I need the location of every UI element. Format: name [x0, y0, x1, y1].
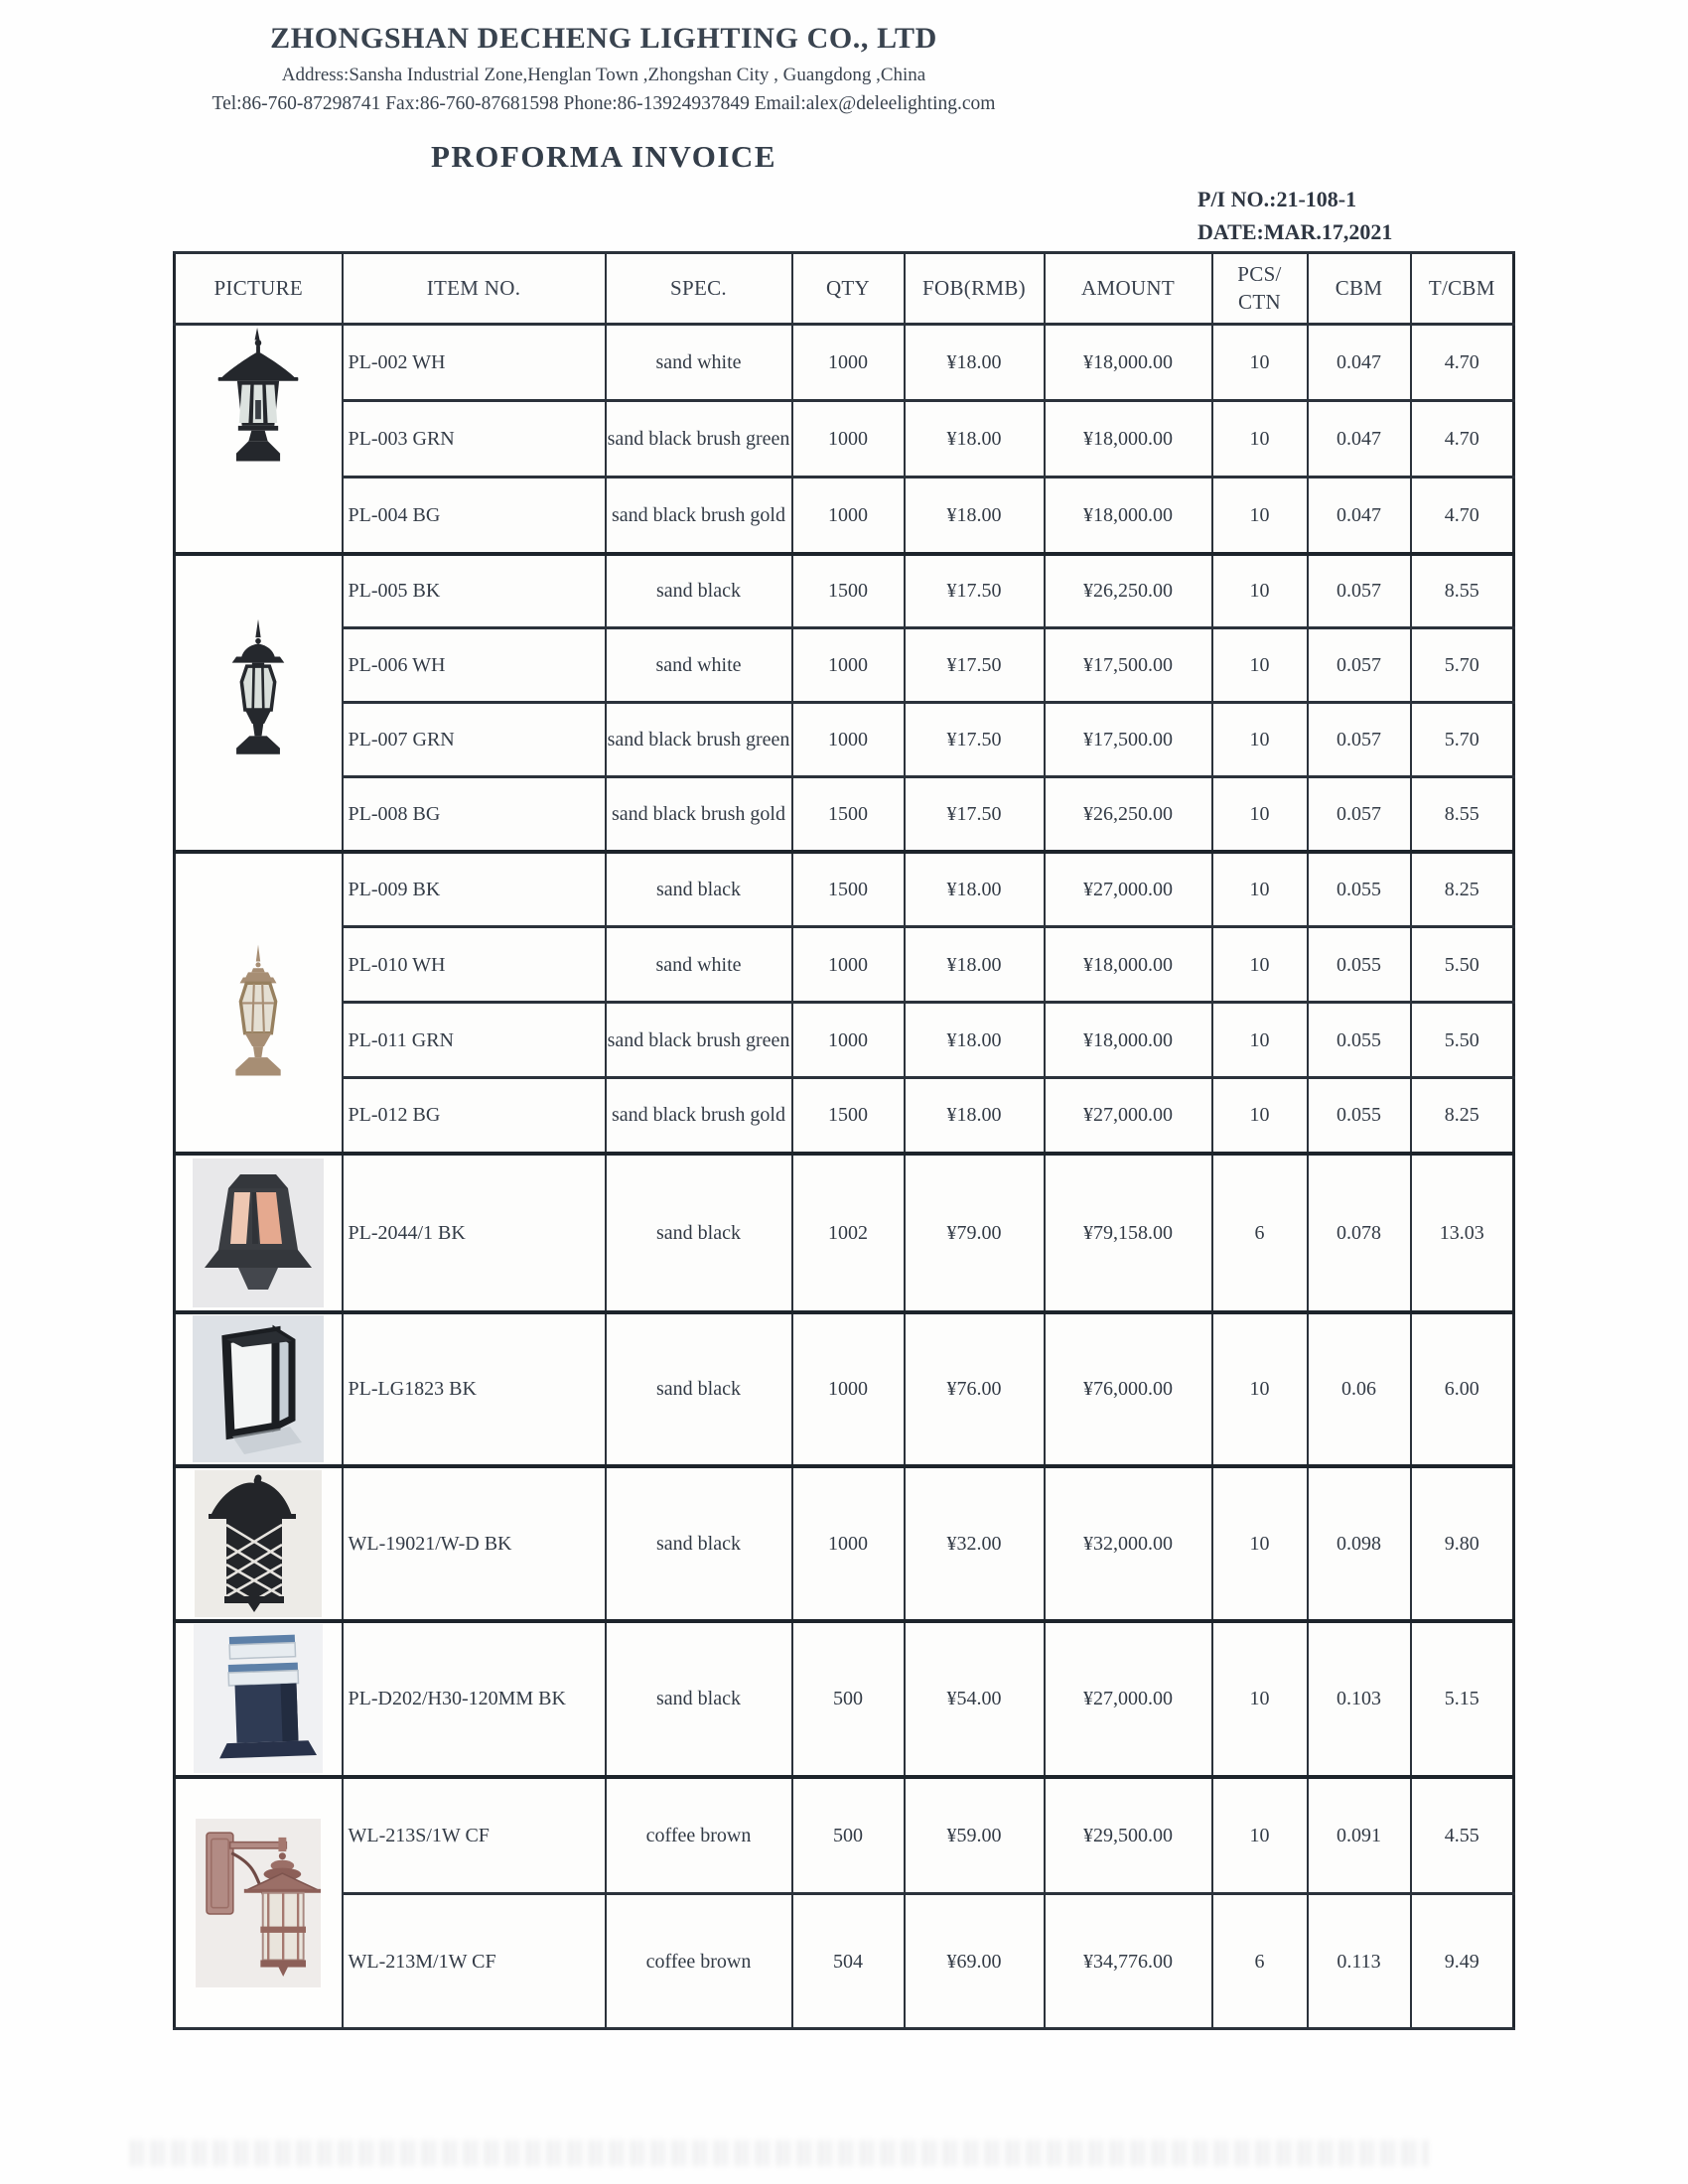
amount-cell: ¥27,000.00: [1045, 1078, 1212, 1154]
fob-cell: ¥18.00: [905, 1078, 1045, 1154]
table-row: [175, 1312, 1514, 1466]
invoice-table: [173, 251, 1515, 2030]
fob-cell: ¥18.00: [905, 927, 1045, 1003]
company-name: ZHONGSHAN DECHENG LIGHTING CO., LTD: [270, 22, 937, 55]
cbm-cell: 0.103: [1308, 1621, 1411, 1777]
t-cbm-cell: 5.70: [1411, 703, 1514, 777]
fob-cell: ¥54.00: [905, 1621, 1045, 1777]
item-no-cell: PL-006 WH: [343, 628, 606, 703]
pcs-ctn-cell: 10: [1212, 1078, 1308, 1154]
product-image-cell: [175, 1621, 343, 1777]
pcs-ctn-cell: 10: [1212, 777, 1308, 852]
pi-date: DATE:MAR.17,2021: [1197, 219, 1393, 244]
table-row: [175, 401, 1514, 478]
cbm-cell: 0.047: [1308, 401, 1411, 478]
qty-cell: 1000: [792, 401, 905, 478]
product-image-cell: [175, 1154, 343, 1312]
cbm-cell: 0.057: [1308, 554, 1411, 628]
t-cbm-cell: 8.25: [1411, 1078, 1514, 1154]
pcs-line1: PCS/: [1237, 262, 1282, 287]
product-image-cell: [175, 554, 343, 852]
t-cbm-cell: 4.70: [1411, 478, 1514, 554]
col-header-cbm: CBM: [1308, 253, 1411, 325]
amount-cell: ¥17,500.00: [1045, 628, 1212, 703]
cbm-cell: 0.055: [1308, 1003, 1411, 1078]
qty-cell: 1000: [792, 325, 905, 401]
t-cbm-cell: 5.70: [1411, 628, 1514, 703]
pcs-line2: CTN: [1238, 289, 1281, 314]
amount-cell: ¥32,000.00: [1045, 1466, 1212, 1621]
table-row: [175, 1003, 1514, 1078]
spec-cell: sand white: [606, 325, 792, 401]
pcs-ctn-cell: 10: [1212, 554, 1308, 628]
table-row: [175, 1466, 1514, 1621]
company-contact: Tel:86-760-87298741 Fax:86-760-87681598 Phone:86-13924937849 Email:alex@deleelighting.com: [211, 93, 996, 114]
t-cbm-cell: 13.03: [1411, 1154, 1514, 1312]
qty-cell: 1500: [792, 554, 905, 628]
qty-cell: 1000: [792, 1466, 905, 1621]
item-no-cell: PL-005 BK: [343, 554, 606, 628]
t-cbm-cell: 8.55: [1411, 554, 1514, 628]
table-row: [175, 1777, 1514, 1894]
fob-cell: ¥79.00: [905, 1154, 1045, 1312]
cbm-cell: 0.057: [1308, 703, 1411, 777]
fob-cell: ¥18.00: [905, 401, 1045, 478]
amount-cell: ¥26,250.00: [1045, 777, 1212, 852]
table-row: [175, 1621, 1514, 1777]
document-title: PROFORMA INVOICE: [430, 139, 777, 174]
table-row: [175, 927, 1514, 1003]
table-row: [175, 1078, 1514, 1154]
item-no-cell: PL-003 GRN: [343, 401, 606, 478]
amount-cell: ¥26,250.00: [1045, 554, 1212, 628]
t-cbm-cell: 4.70: [1411, 325, 1514, 401]
fob-cell: ¥18.00: [905, 1003, 1045, 1078]
col-header-spec: SPEC.: [606, 253, 792, 325]
item-no-cell: PL-2044/1 BK: [343, 1154, 606, 1312]
table-row: [175, 478, 1514, 554]
table-row: [175, 703, 1514, 777]
fob-cell: ¥17.50: [905, 703, 1045, 777]
pcs-ctn-cell: 6: [1212, 1154, 1308, 1312]
qty-cell: 1000: [792, 1003, 905, 1078]
product-image-cell: [175, 1466, 343, 1621]
product-photo-pillar-lamp-black: [214, 617, 302, 788]
item-no-cell: WL-213S/1W CF: [343, 1777, 606, 1894]
qty-cell: 1000: [792, 703, 905, 777]
pcs-ctn-cell: 10: [1212, 628, 1308, 703]
cbm-cell: 0.055: [1308, 927, 1411, 1003]
spec-cell: sand black: [606, 1154, 792, 1312]
item-no-cell: PL-007 GRN: [343, 703, 606, 777]
fob-cell: ¥18.00: [905, 478, 1045, 554]
pcs-ctn-cell: 6: [1212, 1894, 1308, 2029]
spec-cell: coffee brown: [606, 1894, 792, 2029]
item-no-cell: WL-19021/W-D BK: [343, 1466, 606, 1621]
pcs-ctn-cell: 10: [1212, 1312, 1308, 1466]
product-photo-bollard-glowing: [193, 1159, 324, 1307]
col-header-t-cbm: T/CBM: [1411, 253, 1514, 325]
qty-cell: 1500: [792, 852, 905, 927]
t-cbm-cell: 9.80: [1411, 1466, 1514, 1621]
fob-cell: ¥18.00: [905, 325, 1045, 401]
spec-cell: sand black: [606, 1621, 792, 1777]
product-photo-pillar-lamp-brass: [216, 938, 300, 1115]
invoice-meta: [1197, 183, 1392, 248]
pcs-ctn-cell: 10: [1212, 478, 1308, 554]
cbm-cell: 0.113: [1308, 1894, 1411, 2029]
table-row: [175, 852, 1514, 927]
qty-cell: 1000: [792, 1312, 905, 1466]
item-no-cell: PL-D202/H30-120MM BK: [343, 1621, 606, 1777]
spec-cell: sand black brush green: [606, 401, 792, 478]
product-photo-wall-sconce-coffee: [196, 1819, 321, 1987]
qty-cell: 1000: [792, 927, 905, 1003]
spec-cell: sand black brush green: [606, 703, 792, 777]
amount-cell: ¥18,000.00: [1045, 927, 1212, 1003]
item-no-cell: PL-009 BK: [343, 852, 606, 927]
product-photo-post-lantern-black: [211, 326, 306, 475]
spec-cell: sand white: [606, 628, 792, 703]
product-photo-wall-lantern-lattice: [195, 1470, 322, 1617]
scan-artifact: [131, 2140, 1428, 2166]
t-cbm-cell: 5.15: [1411, 1621, 1514, 1777]
fob-cell: ¥17.50: [905, 554, 1045, 628]
qty-cell: 1000: [792, 478, 905, 554]
t-cbm-cell: 8.25: [1411, 852, 1514, 927]
amount-cell: ¥18,000.00: [1045, 325, 1212, 401]
qty-cell: 1500: [792, 1078, 905, 1154]
product-image-cell: [175, 1777, 343, 2029]
table-row: [175, 628, 1514, 703]
qty-cell: 1000: [792, 628, 905, 703]
product-image-cell: [175, 1312, 343, 1466]
fob-cell: ¥17.50: [905, 628, 1045, 703]
cbm-cell: 0.047: [1308, 478, 1411, 554]
table-row: [175, 1154, 1514, 1312]
qty-cell: 504: [792, 1894, 905, 2029]
item-no-cell: PL-002 WH: [343, 325, 606, 401]
amount-cell: ¥27,000.00: [1045, 852, 1212, 927]
pcs-ctn-cell: 10: [1212, 1621, 1308, 1777]
table-row: [175, 777, 1514, 852]
table-header-row: [175, 253, 1514, 325]
spec-cell: sand black: [606, 1466, 792, 1621]
table-row: [175, 554, 1514, 628]
qty-cell: 1500: [792, 777, 905, 852]
pcs-ctn-cell: 10: [1212, 1466, 1308, 1621]
cbm-cell: 0.047: [1308, 325, 1411, 401]
spec-cell: coffee brown: [606, 1777, 792, 1894]
cbm-cell: 0.055: [1308, 1078, 1411, 1154]
qty-cell: 500: [792, 1621, 905, 1777]
amount-cell: ¥18,000.00: [1045, 478, 1212, 554]
t-cbm-cell: 6.00: [1411, 1312, 1514, 1466]
spec-cell: sand black brush gold: [606, 478, 792, 554]
amount-cell: ¥27,000.00: [1045, 1621, 1212, 1777]
fob-cell: ¥17.50: [905, 777, 1045, 852]
t-cbm-cell: 5.50: [1411, 1003, 1514, 1078]
t-cbm-cell: 9.49: [1411, 1894, 1514, 2029]
item-no-cell: PL-008 BG: [343, 777, 606, 852]
fob-cell: ¥32.00: [905, 1466, 1045, 1621]
spec-cell: sand black brush green: [606, 1003, 792, 1078]
qty-cell: 500: [792, 1777, 905, 1894]
cbm-cell: 0.057: [1308, 628, 1411, 703]
t-cbm-cell: 8.55: [1411, 777, 1514, 852]
cbm-cell: 0.055: [1308, 852, 1411, 927]
pcs-ctn-cell: 10: [1212, 401, 1308, 478]
amount-cell: ¥18,000.00: [1045, 401, 1212, 478]
cbm-cell: 0.078: [1308, 1154, 1411, 1312]
fob-cell: ¥69.00: [905, 1894, 1045, 2029]
amount-cell: ¥18,000.00: [1045, 1003, 1212, 1078]
item-no-cell: WL-213M/1W CF: [343, 1894, 606, 2029]
cbm-cell: 0.057: [1308, 777, 1411, 852]
cbm-cell: 0.098: [1308, 1466, 1411, 1621]
amount-cell: ¥29,500.00: [1045, 1777, 1212, 1894]
amount-cell: ¥17,500.00: [1045, 703, 1212, 777]
table-row: [175, 325, 1514, 401]
item-no-cell: PL-LG1823 BK: [343, 1312, 606, 1466]
spec-cell: sand black: [606, 554, 792, 628]
fob-cell: ¥76.00: [905, 1312, 1045, 1466]
spec-cell: sand black brush gold: [606, 1078, 792, 1154]
qty-cell: 1002: [792, 1154, 905, 1312]
t-cbm-cell: 4.55: [1411, 1777, 1514, 1894]
spec-cell: sand white: [606, 927, 792, 1003]
pcs-ctn-cell: 10: [1212, 1003, 1308, 1078]
item-no-cell: PL-012 BG: [343, 1078, 606, 1154]
spec-cell: sand black: [606, 852, 792, 927]
pcs-ctn-cell: 10: [1212, 852, 1308, 927]
pcs-ctn-cell: 10: [1212, 1777, 1308, 1894]
company-address: Address:Sansha Industrial Zone,Henglan Town ,Zhongshan City , Guangdong ,China: [281, 65, 926, 85]
t-cbm-cell: 4.70: [1411, 401, 1514, 478]
amount-cell: ¥34,776.00: [1045, 1894, 1212, 2029]
col-header-fob: FOB(RMB): [905, 253, 1045, 325]
fob-cell: ¥18.00: [905, 852, 1045, 927]
fob-cell: ¥59.00: [905, 1777, 1045, 1894]
amount-cell: ¥76,000.00: [1045, 1312, 1212, 1466]
spec-cell: sand black brush gold: [606, 777, 792, 852]
item-no-cell: PL-011 GRN: [343, 1003, 606, 1078]
company-header: [0, 22, 1207, 115]
item-no-cell: PL-004 BG: [343, 478, 606, 554]
pcs-ctn-cell: 10: [1212, 325, 1308, 401]
col-header-pcs-ctn: [1212, 253, 1308, 325]
product-photo-box-lantern: [193, 1315, 324, 1462]
product-image-cell: [175, 325, 343, 554]
pcs-ctn-cell: 10: [1212, 703, 1308, 777]
cbm-cell: 0.091: [1308, 1777, 1411, 1894]
product-photo-bollard-navy: [194, 1624, 323, 1773]
pi-number: P/I NO.:21-108-1: [1197, 187, 1357, 211]
cbm-cell: 0.06: [1308, 1312, 1411, 1466]
pcs-ctn-cell: 10: [1212, 927, 1308, 1003]
product-image-cell: [175, 852, 343, 1154]
table-row: [175, 1894, 1514, 2029]
t-cbm-cell: 5.50: [1411, 927, 1514, 1003]
col-header-item-no: ITEM NO.: [343, 253, 606, 325]
col-header-qty: QTY: [792, 253, 905, 325]
amount-cell: ¥79,158.00: [1045, 1154, 1212, 1312]
col-header-picture: PICTURE: [175, 253, 343, 325]
spec-cell: sand black: [606, 1312, 792, 1466]
item-no-cell: PL-010 WH: [343, 927, 606, 1003]
col-header-amount: AMOUNT: [1045, 253, 1212, 325]
